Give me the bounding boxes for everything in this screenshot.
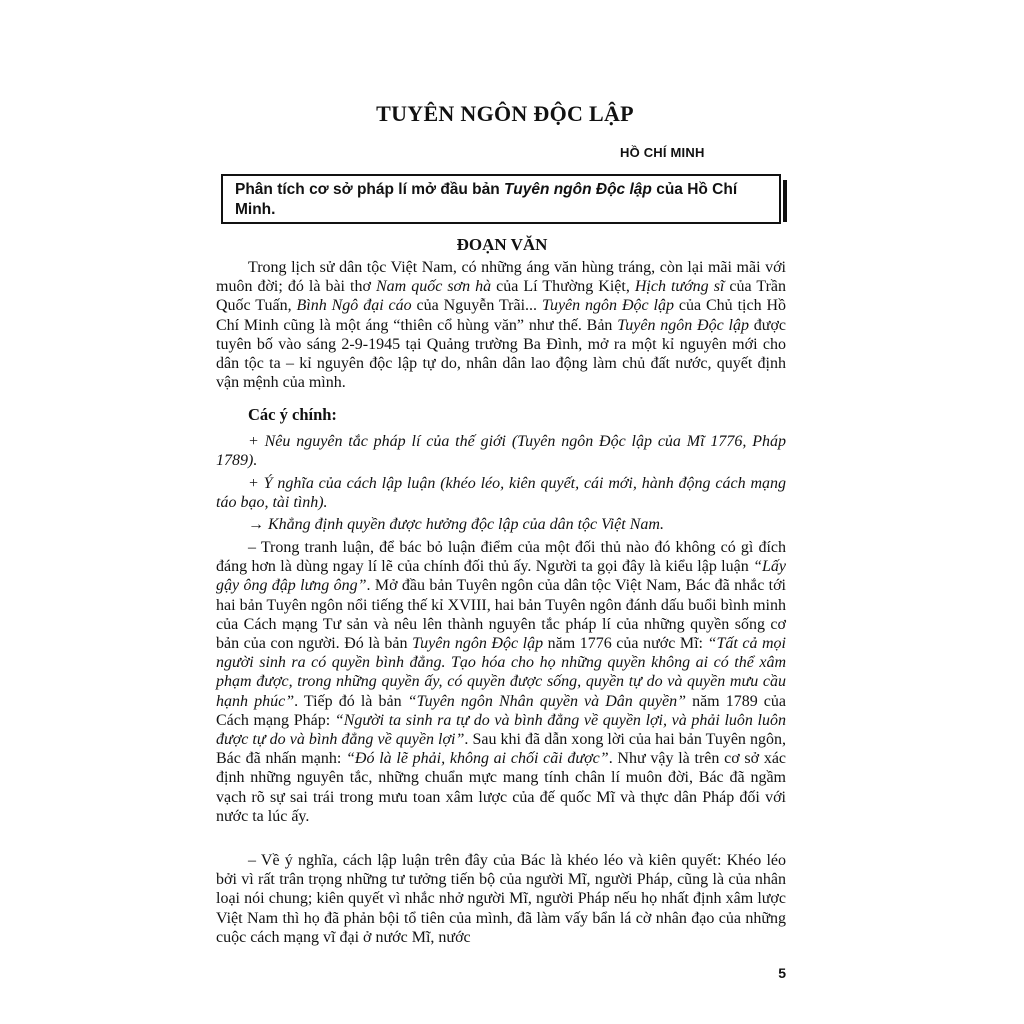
paragraph-argument-text: . Tiếp đó là bản	[294, 692, 408, 710]
quote-us-declaration: “Tất cả mọi người sinh ra có quyền bình đẳng. Tạo hóa cho họ những quyền không ai có thể xâm phạm được, trong những quyền ấy, có quyền được sống, quyền tự do và quyền mưu cầu hạnh phúc”	[216, 635, 787, 710]
quote-french-declaration: “Người ta sinh ra tự do và bình đẳng về quyền lợi, và phải luôn luôn được tự do và bình đẳng về quyền lợi”	[216, 711, 786, 749]
work-title-binh-ngo-dai-cao: Bình Ngô đại cáo	[296, 297, 412, 315]
main-idea-text: + Nêu nguyên tắc pháp lí của thế giới (Tuyên ngôn Độc lập của Mĩ 1776, Pháp 1789).	[216, 433, 786, 470]
task-text-part2: của Hồ Chí Minh.	[235, 181, 738, 218]
work-title-tuyen-ngon: Tuyên ngôn Độc lập	[541, 297, 674, 315]
paragraph-argument-text: . Như vậy là trên cơ sở xác định những nguyên tắc, những chuẩn mực mang tính chân lí muôn đời, Bác đã ngầm vạch rõ sự sai trái trong mưu toan xâm lược của đế quốc Mĩ và thực dân Pháp đối với nước ta lúc ấy.	[216, 750, 787, 825]
paragraph-intro-text: được tuyên bố vào sáng 2-9-1945 tại Quảng trường Ba Đình, mở ra một kỉ nguyên mới cho dân tộc ta – kỉ nguyên độc lập tự do, nhân dân lao động làm chủ đất nước, quyết định vận mệnh của mình.	[216, 316, 787, 392]
quote-emphasis: “Đó là lẽ phải, không ai chối cãi được”	[346, 750, 609, 768]
main-idea-bullet	[216, 474, 786, 512]
paragraph-argument-text: năm 1776 của nước Mĩ:	[543, 635, 708, 653]
paragraph-intro-text: của Trần Quốc Tuấn,	[216, 278, 786, 315]
document-title: TUYÊN NGÔN ĐỘC LẬP	[376, 101, 634, 126]
paragraph-argument	[216, 538, 786, 826]
task-text-part1: Phân tích cơ sở pháp lí mở đầu bản	[235, 181, 505, 198]
paragraph-intro-text: Trong lịch sử dân tộc Việt Nam, có những áng văn hùng tráng, còn lại mãi mãi với muôn đời; đó là bài thơ	[216, 259, 786, 296]
main-idea-text: → Khẳng định quyền được hưởng độc lập của dân tộc Việt Nam.	[248, 516, 664, 533]
paragraph-argument-text: năm 1789 của Cách mạng Pháp:	[216, 692, 787, 729]
paragraph-argument-text: . Sau khi đã dẫn xong lời của hai bản Tuyên ngôn, Bác đã nhấn mạnh:	[216, 731, 787, 768]
paragraph-intro	[216, 258, 786, 392]
work-title-hich-tuong-si: Hịch tướng sĩ	[634, 278, 725, 296]
task-prompt-box	[221, 174, 781, 224]
paragraph-argument-text: – Trong tranh luận, để bác bỏ luận điểm của một đối thủ nào đó không có gì đích đáng hơn là dùng ngay lí lẽ của chính đối thủ ấy. Người ta gọi đây là kiểu lập luận	[216, 539, 786, 576]
section-title: ĐOẠN VĂN	[456, 235, 548, 254]
paragraph-intro-text: của Nguyễn Trãi...	[411, 297, 542, 315]
page-number: 5	[778, 965, 786, 981]
task-text-italic: Tuyên ngôn Độc lập	[504, 181, 652, 198]
main-idea-conclusion	[216, 515, 786, 534]
main-ideas-heading: Các ý chính:	[248, 405, 337, 424]
main-idea-bullet	[216, 432, 786, 470]
paragraph-argument-text: . Mở đầu bản Tuyên ngôn của dân tộc Việt Nam, Bác đã nhắc tới hai bản Tuyên ngôn nổi tiếng thế kỉ XVIII, hai bản Tuyên ngôn đánh dấu buổi bình minh của Cách mạng Tư sản và nêu lên thành nguyên tắc pháp lí của những quyền sống cơ bản của con người. Đó là bản	[216, 577, 787, 653]
main-idea-text: + Ý nghĩa của cách lập luận (khéo léo, kiên quyết, cái mới, hành động cách mạng táo bạo, tài tình).	[216, 475, 786, 512]
author-name: HỒ CHÍ MINH	[620, 145, 705, 160]
paragraph-intro-text: của Chủ tịch Hồ Chí Minh cũng là một áng “thiên cổ hùng văn” như thế. Bản	[216, 297, 787, 334]
work-title-tuyen-ngon: Tuyên ngôn Độc lập	[412, 635, 544, 653]
work-title-nam-quoc-son-ha: Nam quốc sơn hà	[375, 278, 492, 296]
work-title-french-declaration: “Tuyên ngôn Nhân quyền và Dân quyền”	[407, 692, 686, 710]
paragraph-intro-text: của Lí Thường Kiệt,	[491, 278, 635, 296]
quote-idiom: “Lấy gậy ông đập lưng ông”	[216, 558, 786, 595]
work-title-tuyen-ngon: Tuyên ngôn Độc lập	[617, 316, 749, 334]
paragraph-meaning: – Về ý nghĩa, cách lập luận trên đây của Bác là khéo léo và kiên quyết: Khéo léo bởi vì rất trân trọng những tư tưởng tiến bộ của người Mĩ, người Pháp, cũng là của nhân loại nói chung; kiên quyết vì nhắc nhở người Mĩ, người Pháp nếu họ nhất định xâm lược Việt Nam thì họ đã phản bội tổ tiên của mình, đã làm vấy bẩn lá cờ nhân đạo của những cuộc cách mạng vĩ đại ở nước Mĩ, nước	[216, 852, 786, 946]
